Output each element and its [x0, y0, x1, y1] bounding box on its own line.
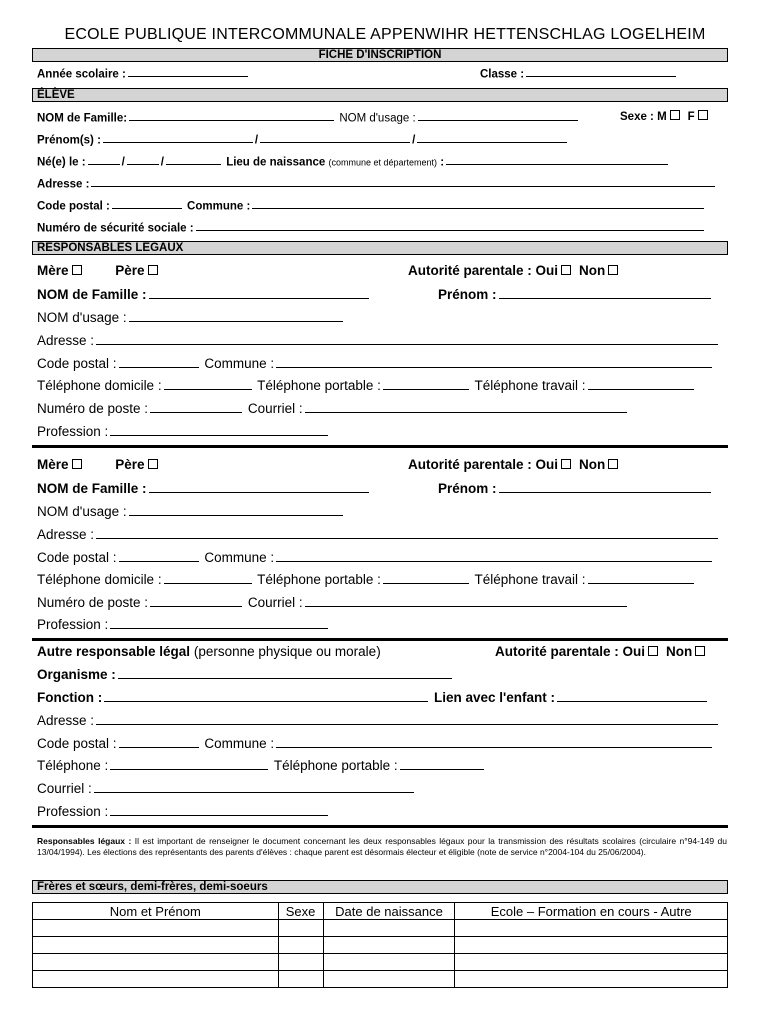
label: Né(e) le : [37, 156, 86, 169]
table-cell[interactable] [323, 971, 455, 988]
table-cell[interactable] [278, 971, 323, 988]
resp1-pere-checkbox[interactable] [148, 265, 158, 275]
table-cell[interactable] [455, 954, 728, 971]
label: Commune : [204, 550, 275, 566]
label: Courriel : [247, 401, 303, 417]
resp1-code-postal-field[interactable] [37, 355, 714, 371]
column-header: Date de naissance [323, 903, 455, 920]
table-row [33, 920, 728, 937]
resp2-nom-famille-field[interactable] [37, 480, 371, 496]
label: Autorité parentale : Oui [408, 263, 559, 278]
label: Téléphone portable : [257, 378, 381, 394]
table-row [33, 954, 728, 971]
sexe-m-checkbox[interactable] [670, 110, 680, 120]
autre-profession-field[interactable] [37, 803, 330, 819]
label: Non [579, 263, 606, 278]
autre-adresse-field[interactable] [37, 712, 720, 728]
resp1-autorite-non-checkbox[interactable] [608, 265, 618, 275]
label: NOM de Famille: [37, 112, 128, 125]
column-header: Nom et Prénom [33, 903, 279, 920]
resp1-nom-usage-field[interactable] [37, 309, 345, 325]
resp2-code-postal-field[interactable] [37, 549, 714, 565]
label: Commune : [187, 200, 251, 213]
table-row [33, 937, 728, 954]
label: Père [115, 263, 145, 278]
resp2-telephones-field[interactable] [37, 571, 696, 587]
resp2-adresse-field[interactable] [37, 526, 720, 542]
annee-scolaire-field[interactable] [37, 66, 250, 80]
eleve-secu-field[interactable] [37, 220, 706, 234]
resp1-telephones-field[interactable] [37, 377, 696, 393]
resp1-type [37, 263, 166, 278]
label: Non [666, 644, 693, 659]
responsables-note [37, 836, 727, 858]
responsables-header: RESPONSABLES LEGAUX [32, 241, 728, 255]
label: Téléphone travail : [474, 572, 586, 588]
siblings-table [32, 902, 728, 988]
label: Prénom(s) : [37, 134, 101, 147]
label: Code postal : [37, 550, 117, 566]
label: Courriel : [37, 781, 92, 797]
label: (personne physique ou morale) [193, 644, 381, 659]
label: Commune : [204, 736, 275, 752]
autre-code-postal-field[interactable] [37, 735, 714, 751]
resp2-profession-field[interactable] [37, 616, 330, 632]
table-cell[interactable] [323, 920, 455, 937]
resp2-mere-checkbox[interactable] [72, 459, 82, 469]
resp2-autorite-non-checkbox[interactable] [608, 459, 618, 469]
table-cell[interactable] [33, 971, 279, 988]
label: Sexe : M [620, 111, 667, 123]
label: NOM de Famille : [37, 287, 147, 303]
separator [32, 445, 728, 448]
table-cell[interactable] [33, 937, 279, 954]
table-cell[interactable] [278, 937, 323, 954]
label: Prénom : [438, 481, 497, 497]
resp2-poste-courriel-field[interactable] [37, 594, 629, 610]
separator [32, 825, 728, 828]
label: NOM d'usage : [339, 112, 416, 125]
autre-organisme-field[interactable] [37, 666, 454, 682]
classe-field[interactable] [480, 66, 678, 80]
label: Adresse : [37, 527, 95, 543]
label: Lien avec l'enfant : [434, 690, 555, 706]
eleve-prenoms-field[interactable]: Prénom(s) : / / [37, 132, 569, 146]
resp1-poste-courriel-field[interactable] [37, 400, 629, 416]
resp1-mere-checkbox[interactable] [72, 265, 82, 275]
table-cell[interactable] [455, 937, 728, 954]
label: Téléphone : [37, 758, 109, 774]
autre-courriel-field[interactable] [37, 780, 416, 796]
autre-autorite-oui-checkbox[interactable] [648, 646, 658, 656]
label: Code postal : [37, 356, 117, 372]
label: Mère [37, 263, 69, 278]
label: Code postal : [37, 200, 110, 213]
label: NOM d'usage : [37, 504, 127, 520]
label: Numéro de sécurité sociale : [37, 222, 194, 235]
school-title: ECOLE PUBLIQUE INTERCOMMUNALE APPENWIHR HETTENSCHLAG LOGELHEIM [64, 26, 706, 43]
label: Commune : [204, 356, 275, 372]
label: Mère [37, 457, 69, 472]
table-cell[interactable] [323, 954, 455, 971]
resp1-adresse-field[interactable] [37, 332, 720, 348]
resp1-profession-field[interactable] [37, 423, 330, 439]
label: Profession : [37, 424, 109, 440]
eleve-header: ÉLÈVE [32, 88, 728, 102]
label: Lieu de naissance [226, 156, 326, 169]
label: Téléphone portable : [257, 572, 381, 588]
resp2-nom-usage-field[interactable] [37, 503, 345, 519]
label: Téléphone travail : [474, 378, 586, 394]
sexe-field [620, 110, 716, 123]
table-header-row [33, 903, 728, 920]
label: Téléphone domicile : [37, 572, 162, 588]
label: Autre responsable légal [37, 644, 191, 659]
resp2-prenom-field[interactable] [438, 480, 713, 496]
annee-label: Année scolaire : [37, 68, 126, 81]
label: F [687, 111, 695, 123]
resp1-nom-famille-field[interactable] [37, 286, 371, 302]
label: Organisme : [37, 667, 116, 683]
label: Téléphone domicile : [37, 378, 162, 394]
resp1-autorite [408, 263, 626, 278]
column-header: Sexe [278, 903, 323, 920]
label: Numéro de poste : [37, 595, 149, 611]
label: Non [579, 457, 606, 472]
label: Courriel : [247, 595, 303, 611]
resp1-autorite-oui-checkbox[interactable] [561, 265, 571, 275]
table-row [33, 971, 728, 988]
resp2-type [37, 457, 166, 472]
resp2-pere-checkbox[interactable] [148, 459, 158, 469]
table-cell[interactable] [33, 954, 279, 971]
table-cell[interactable] [455, 971, 728, 988]
label: Téléphone portable : [273, 758, 398, 774]
freres-header: Frères et sœurs, demi-frères, demi-soeurs [32, 880, 728, 894]
label: Prénom : [438, 287, 497, 303]
label: Adresse : [37, 333, 95, 349]
autre-telephone-field[interactable] [37, 757, 486, 773]
classe-label: Classe : [480, 68, 525, 81]
label: Fonction : [37, 690, 103, 706]
fiche-header: FICHE D'INSCRIPTION [32, 48, 728, 62]
resp2-autorite-oui-checkbox[interactable] [561, 459, 571, 469]
table-cell[interactable] [455, 920, 728, 937]
table-cell[interactable] [33, 920, 279, 937]
label: Adresse : [37, 178, 90, 191]
label: Autorité parentale : Oui [408, 457, 559, 472]
resp2-autorite [408, 457, 626, 472]
label: Adresse : [37, 713, 95, 729]
label: NOM de Famille : [37, 481, 147, 497]
autre-autorite [495, 644, 713, 659]
eleve-adresse-field[interactable] [37, 176, 717, 190]
eleve-naissance-field[interactable]: Né(e) le : / / Lieu de naissance (commune et département) : [37, 154, 670, 168]
label: Père [115, 457, 145, 472]
label: Code postal : [37, 736, 117, 752]
column-header: Ecole – Formation en cours - Autre [455, 903, 728, 920]
label: NOM d'usage : [37, 310, 127, 326]
autre-title [37, 644, 381, 659]
note-text: Il est important de renseigner le document concernant les deux responsables légaux pour la transmission des résultats scolaires (circulaire n°94-149 du 13/04/1994). Les élections des représentants des parents d'élèves : chaque parent est désormais électeur et éligible (note de service n°2004-104 du 25/06/2004). [37, 836, 727, 857]
label: Numéro de poste : [37, 401, 149, 417]
autre-fonction-field[interactable] [37, 689, 709, 705]
label: (commune et département) [328, 157, 438, 168]
label: Profession : [37, 804, 109, 820]
table-cell[interactable] [323, 937, 455, 954]
resp1-prenom-field[interactable] [438, 286, 713, 302]
eleve-nom-famille-field[interactable] [37, 110, 580, 124]
sexe-f-checkbox[interactable] [698, 110, 708, 120]
autre-autorite-non-checkbox[interactable] [695, 646, 705, 656]
eleve-code-postal-field[interactable] [37, 198, 706, 212]
label: Profession : [37, 617, 109, 633]
label: Autorité parentale : Oui [495, 644, 646, 659]
table-cell[interactable] [278, 954, 323, 971]
table-cell[interactable] [278, 920, 323, 937]
separator [32, 638, 728, 641]
note-label: Responsables légaux : [37, 836, 132, 846]
